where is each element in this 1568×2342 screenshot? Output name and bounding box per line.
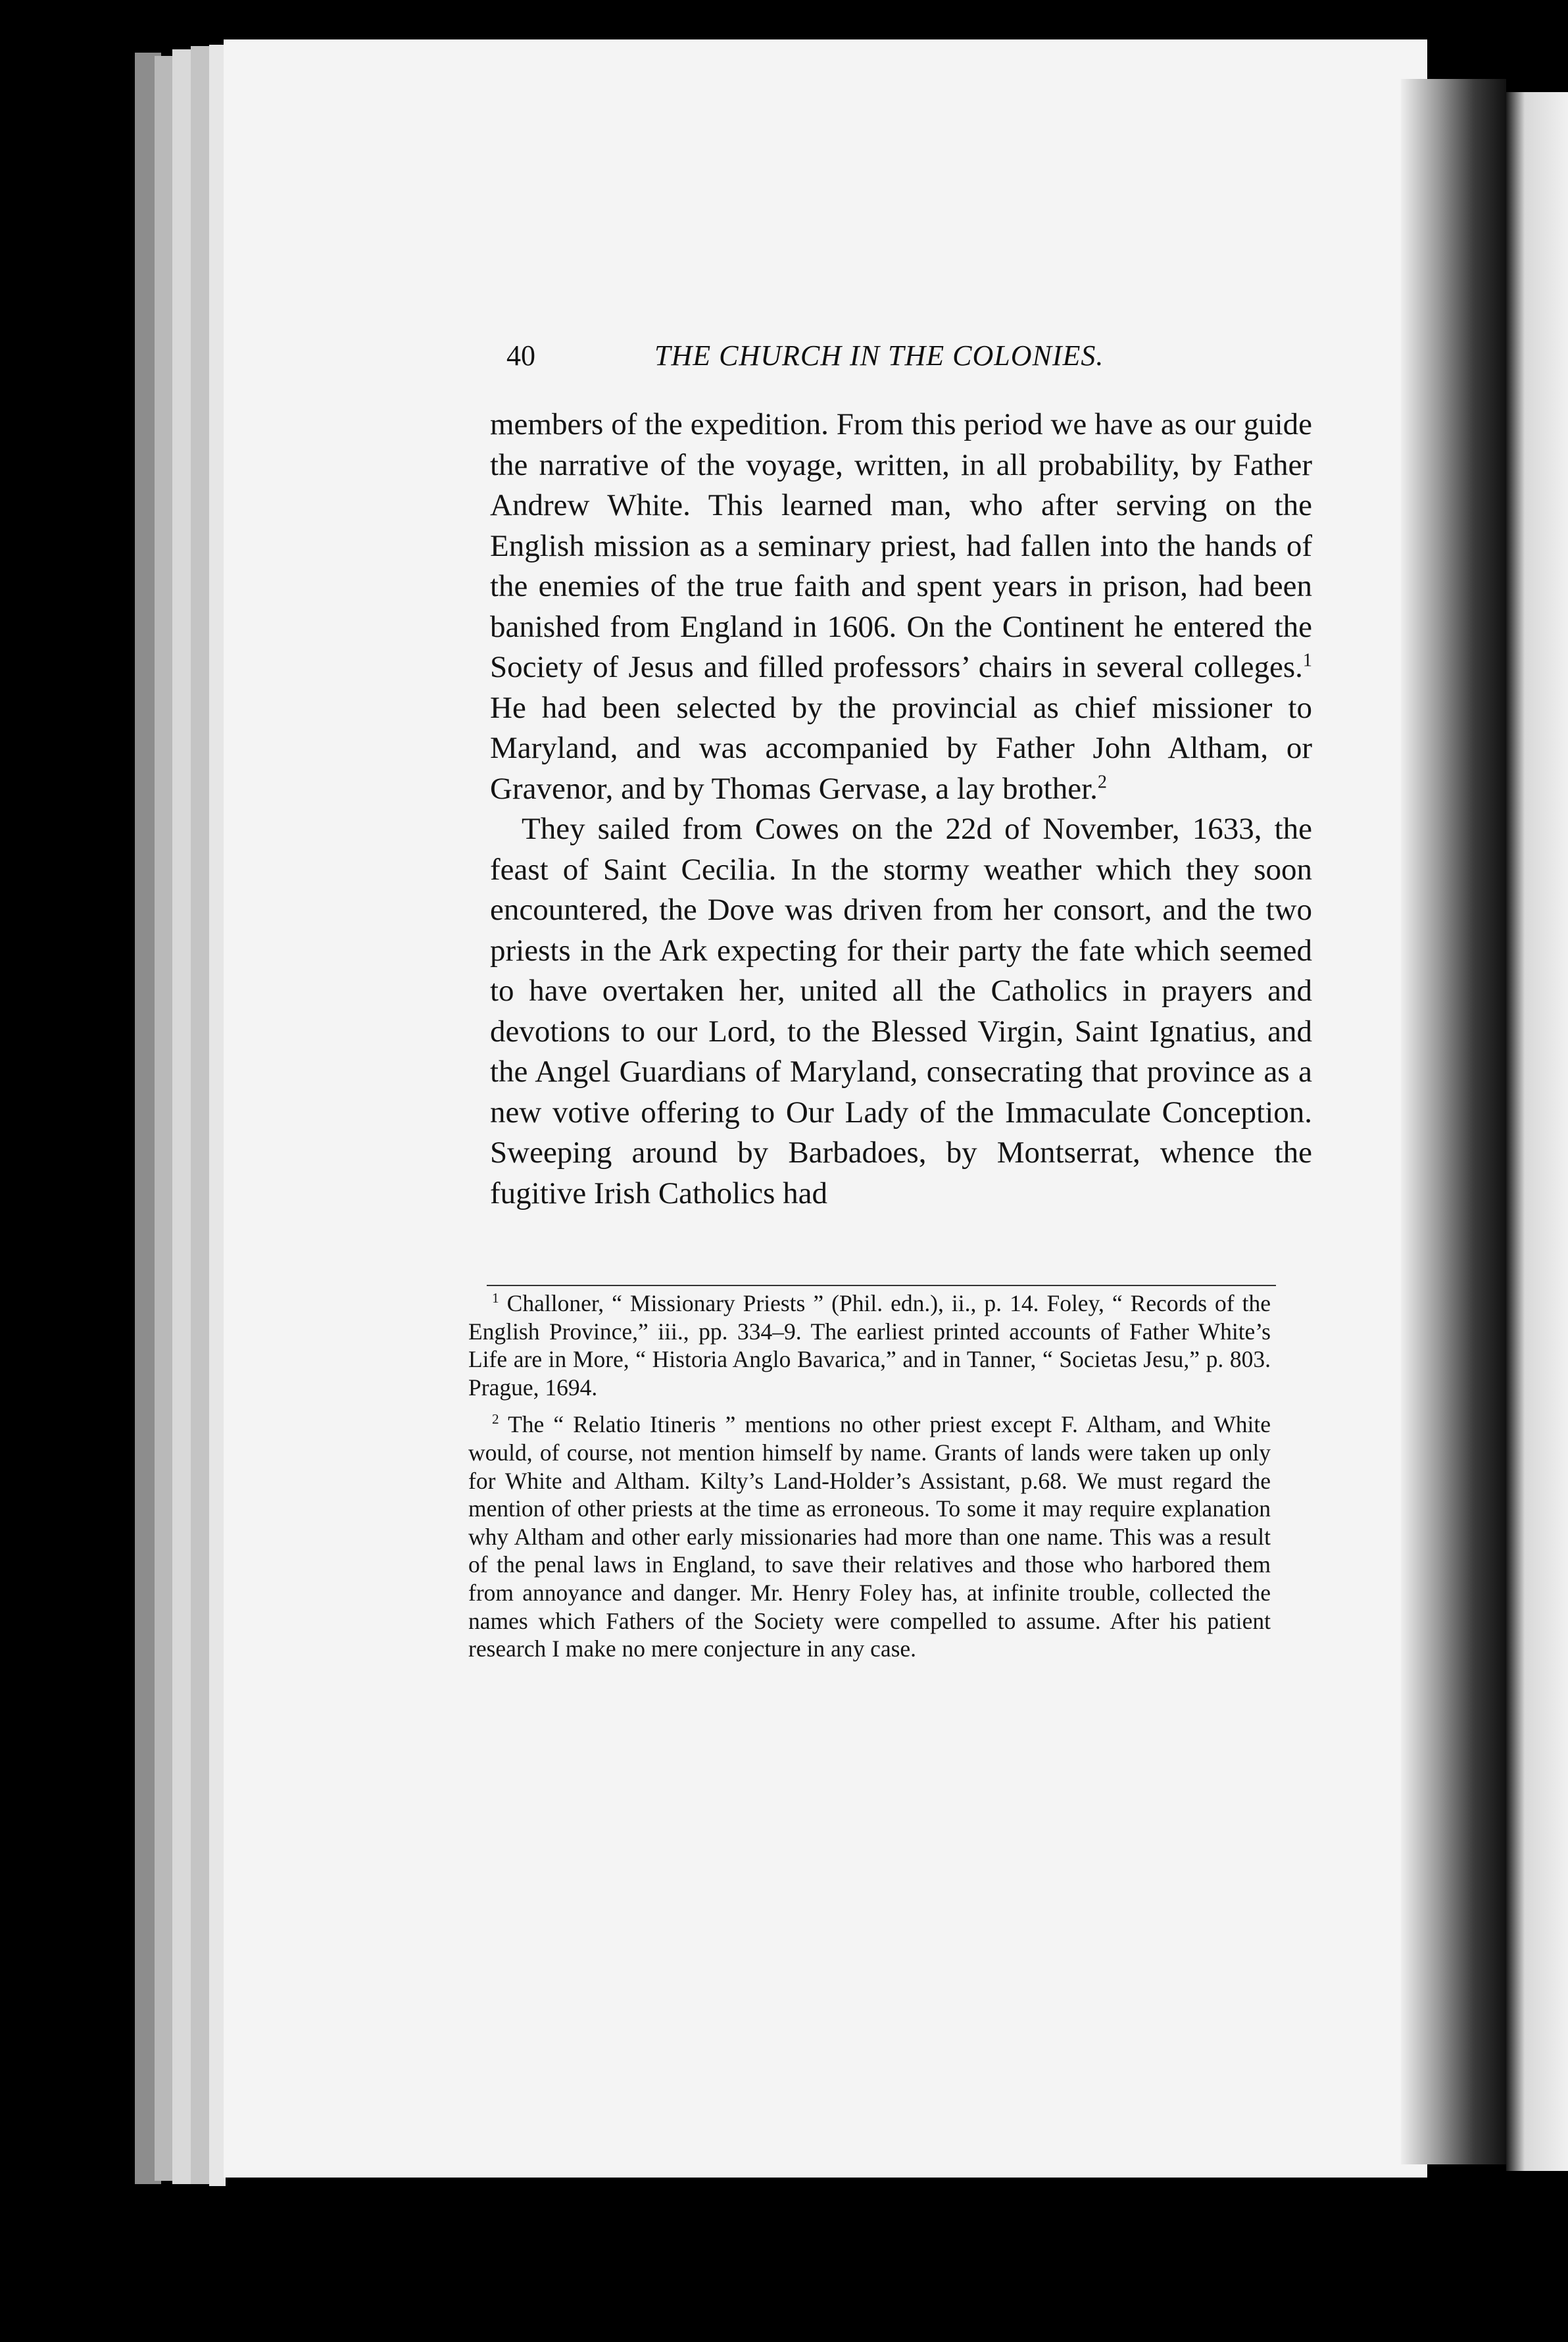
footnotes [468, 1289, 1271, 1663]
footnote-text: The “ Relatio Itineris ” mentions no other priest except F. Altham, and White would, of course, not mention himself by name. Grants of lands were taken up only for White and Altham. Kilty’s Land-Holder’s Assistant, p.68. We must regard the mention of other priests at the time as erroneous. To some it may require explanation why Altham and other early missionaries had more than one name. This was a result of the penal laws in England, to save their relatives and those who harbored them from annoyance and danger. Mr. Henry Foley has, at infinite trouble, collected the names which Fathers of the Society were compelled to assume. After his patient research I make no mere conjecture in any case. [468, 1411, 1271, 1662]
footnote-mark: 2 [492, 1411, 499, 1428]
paragraph-text: members of the expedition. From this period we have as our guide the narrative of the voyage, written, in all probability, by Father Andrew White. This learned man, who after serving on the English mission as a seminary priest, had fallen into the hands of the enemies of the true faith and spent years in prison, had been banished from England in 1606. On the Continent he entered the Society of Jesus and filled professors’ chairs in several colleges. [490, 407, 1312, 684]
footnote [468, 1289, 1271, 1401]
facing-page-edge [1506, 92, 1568, 2171]
page-edge [155, 56, 174, 2181]
footnote-ref: 1 [1302, 650, 1312, 671]
page-edge [191, 46, 210, 2184]
footnote-ref: 2 [1097, 771, 1107, 792]
footnote-rule [487, 1285, 1276, 1286]
paragraph [490, 405, 1312, 809]
page-edge [172, 49, 192, 2184]
page-number: 40 [506, 339, 535, 372]
footnote [468, 1410, 1271, 1662]
footnote-text: Challoner, “ Missionary Priests ” (Phil. edn.), ii., p. 14. Foley, “ Records of the English Province,” iii., pp. 334–9. The earliest printed accounts of Father White’s Life are in More, “ Historia Anglo Bavarica,” and in Tanner, “ Societas Jesu,” p. 803. Prague, 1694. [468, 1290, 1271, 1401]
gutter-shadow [1401, 79, 1506, 2164]
footnote-mark: 1 [492, 1290, 499, 1307]
page-header [506, 339, 1375, 385]
paragraph: They sailed from Cowes on the 22d of November, 1633, the feast of Saint Cecilia. In the stormy weather which they soon encountered, the Dove was driven from her consort, and the two priests in the Ark expecting for their party the fate which seemed to have overtaken her, united all the Catholics in prayers and devotions to our Lord, to the Blessed Virgin, Saint Ignatius, and the Angel Guardians of Maryland, consecrating that province as a new votive offering to Our Lady of the Immaculate Conception. Sweeping around by Barbadoes, by Montserrat, whence the fugitive Irish Catholics had [490, 812, 1312, 1210]
running-head: THE CHURCH IN THE COLONIES. [654, 339, 1104, 372]
paragraph-text: He had been selected by the provincial as chief missioner to Maryland, and was accompanied by Father John Altham, or Gravenor, and by Thomas Gervase, a lay brother. [490, 690, 1312, 806]
body-text [490, 405, 1312, 1214]
